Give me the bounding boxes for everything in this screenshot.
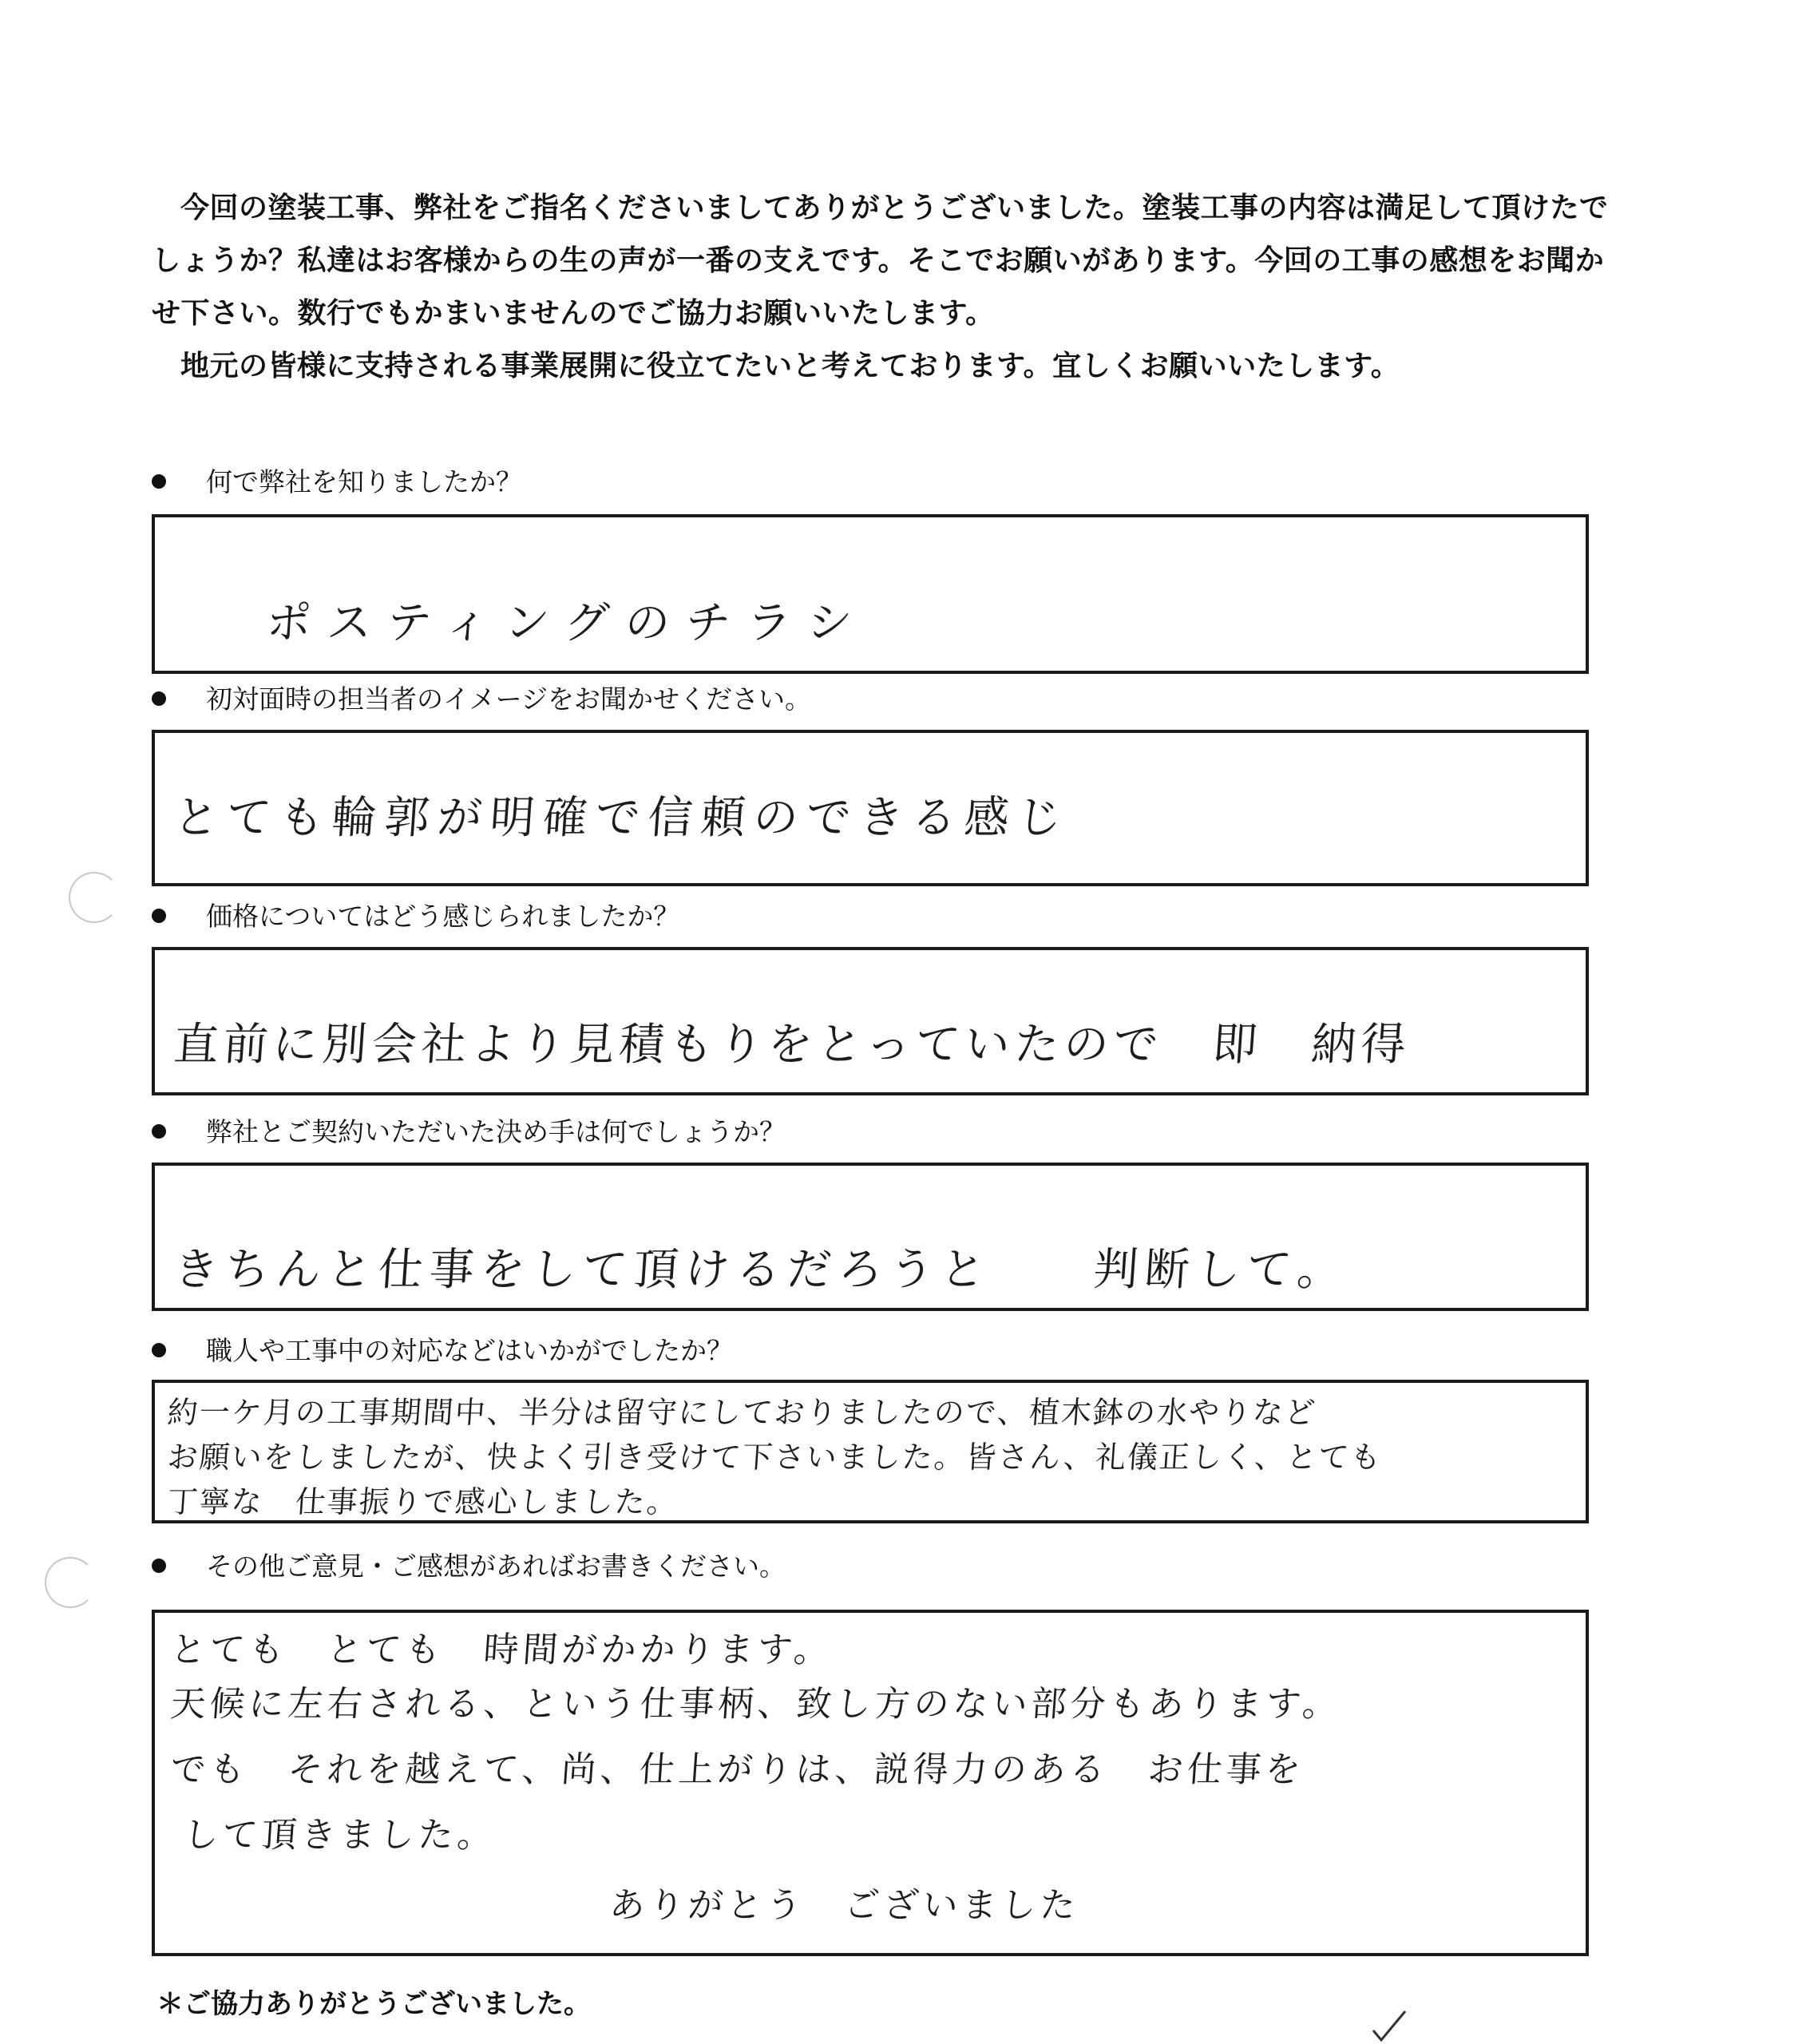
bullet-icon (152, 909, 166, 923)
answer-5-line-1: 約一ケ月の工事期間中、半分は留守にしておりましたので、植木鉢の水やりなど (166, 1395, 1318, 1430)
answer-6-line-1: とても とても 時間がかかります。 (168, 1630, 834, 1670)
question-6-label: その他ご意見・ご感想があればお書きください。 (206, 1551, 786, 1582)
footer-thanks: ＊ご協力ありがとうございました。 (156, 1988, 591, 2020)
answer-box-6 (152, 1610, 1589, 1956)
question-2 (152, 682, 811, 717)
question-1-label: 何で弊社を知りましたか？ (206, 466, 522, 497)
question-1 (152, 465, 522, 500)
question-4 (152, 1115, 786, 1150)
answer-2-line-1: とても輪郭が明確で信頼のできる感じ (172, 792, 1071, 844)
answer-3-line-1: 直前に別会社より見積もりをとっていたので 即 納得 (172, 1019, 1412, 1071)
answer-4-line-1: きちんと仕事をして頂けるだろうと 判断して。 (172, 1244, 1350, 1296)
punch-hole-mark (45, 1557, 96, 1608)
bullet-icon (152, 691, 166, 706)
answer-5-line-3: 丁寧な 仕事振りで感心しました。 (166, 1484, 680, 1519)
punch-hole-mark (69, 872, 120, 923)
answer-box-5 (152, 1380, 1589, 1523)
question-5-label: 職人や工事中の対応などはいかがでしたか？ (206, 1335, 733, 1366)
bullet-icon (152, 1124, 166, 1139)
answer-6-line-3: でも それを越えて、尚、仕上がりは、説得力のある お仕事を (168, 1749, 1306, 1790)
question-4-label: 弊社とご契約いただいた決め手は何でしょうか？ (206, 1116, 786, 1147)
intro-paragraph-1: 今回の塗装工事、弊社をご指名くださいましてありがとうございました。塗装工事の内容は満足して頂けたでしょうか？私達はお客様からの生の声が一番の支えです。そこでお願いがあります。今回の工事の感想をお聞かせ下さい。数行でもかまいませんのでご協力お願いいたします。 (152, 192, 1609, 330)
question-3-label: 価格についてはどう感じられましたか？ (206, 901, 680, 932)
question-2-label: 初対面時の担当者のイメージをお聞かせください。 (206, 683, 812, 715)
answer-6-line-4: して頂きました。 (181, 1815, 498, 1856)
check-mark-icon (1370, 2008, 1410, 2044)
bullet-icon (152, 1559, 166, 1573)
answer-6-line-2: 天候に左右される、という仕事柄、致し方のない部分もあります。 (168, 1684, 1343, 1725)
answer-box-3 (152, 947, 1589, 1095)
bullet-icon (152, 474, 166, 489)
intro-paragraph-2: 地元の皆様に支持される事業展開に役立てたいと考えております。宜しくお願いいたします。 (180, 350, 1400, 382)
question-6 (152, 1549, 786, 1584)
answer-box-2 (152, 730, 1589, 886)
answer-6-line-5: ありがとう ございました (608, 1885, 1081, 1926)
answer-box-4 (152, 1163, 1589, 1311)
question-5 (152, 1333, 733, 1369)
answer-1-line-1: ポスティングのチラシ (264, 597, 870, 649)
intro-text (152, 182, 1613, 393)
answer-box-1 (152, 514, 1589, 674)
answer-5-line-2: お願いをしましたが、快よく引き受けて下さいました。皆さん、礼儀正しく、とても (166, 1440, 1384, 1475)
question-3 (152, 899, 679, 934)
bullet-icon (152, 1343, 166, 1357)
